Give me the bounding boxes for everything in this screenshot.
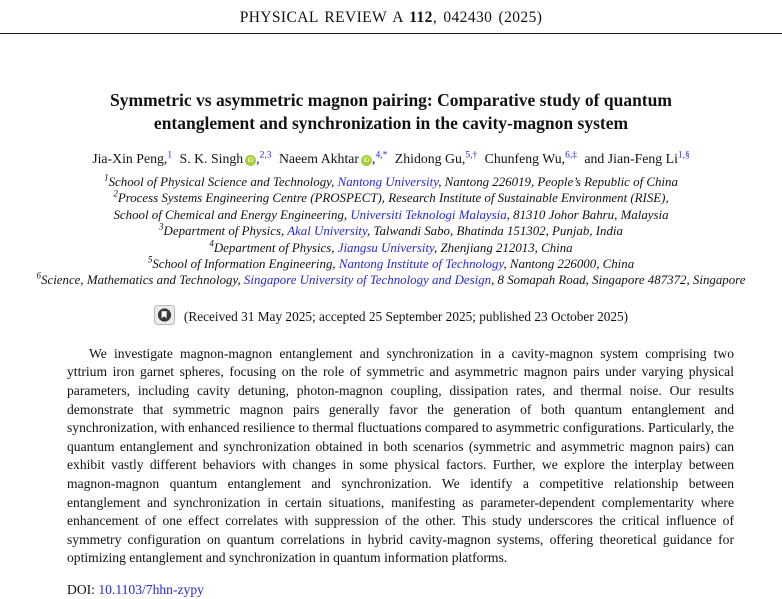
affiliation-number: 4 (209, 238, 214, 249)
affiliation-line (0, 190, 782, 206)
affiliation-text: Department of Physics, (163, 224, 288, 239)
affiliation-number: 6 (36, 271, 42, 282)
affiliation-link[interactable]: Nantong Institute of Technology (338, 257, 504, 272)
author-affiliation-marker[interactable]: 1 (167, 150, 173, 161)
affiliation-text: , 8 Somapah Road, Singapore 487372, Singapore (491, 273, 746, 288)
author (92, 151, 172, 166)
author-name: Chunfeng Wu, (484, 151, 566, 166)
journal-header (0, 0, 782, 27)
author-affiliation-marker[interactable]: 4,* (375, 150, 388, 161)
orcid-icon[interactable]: iD (361, 155, 372, 166)
author-separator: , (372, 151, 376, 166)
affiliation-number: 3 (159, 221, 164, 232)
journal-issue-info: , 042430 (2025) (432, 9, 543, 26)
affiliation-text: Department of Physics, (213, 240, 338, 255)
affiliation-text: , Nantong 226000, China (503, 257, 635, 272)
affiliation-text: , Talwandi Sabo, Bhatinda 151302, Punjab, India (367, 224, 623, 239)
author-separator: , (256, 151, 260, 166)
affiliation-text: Process Systems Engineering Centre (PROSPECT), Research Institute of Sustainable Environment (RISE), (117, 191, 669, 206)
affiliation-text: School of Physical Science and Technology, (108, 175, 338, 189)
author (180, 151, 272, 166)
author-name: Zhidong Gu, (394, 151, 466, 166)
affiliation-link[interactable]: Akal University (287, 224, 368, 239)
journal-name: PHYSICAL REVIEW A (239, 9, 410, 26)
affiliation-link[interactable]: Singapore University of Technology and Design (243, 273, 492, 288)
paper-title: Symmetric vs asymmetric magnon pairing: Comparative study of quantum entanglement and synchronization in the cavity-magnon system (110, 90, 672, 133)
journal-volume: 112 (409, 9, 433, 26)
affiliation-line (0, 174, 782, 190)
affiliation-text: School of Information Engineering, (152, 257, 339, 272)
affiliation-link[interactable]: Universiti Teknologi Malaysia (350, 207, 507, 222)
affiliation-text: , Nantong 226019, People’s Republic of China (438, 175, 678, 189)
crossmark-check-for-updates-icon[interactable] (154, 305, 175, 329)
affiliation-line (0, 256, 782, 272)
author-list (0, 151, 782, 167)
affiliation-line (0, 240, 782, 256)
author (485, 151, 577, 166)
orcid-icon[interactable]: iD (245, 155, 256, 166)
author-affiliation-marker[interactable]: 6,‡ (565, 150, 577, 161)
author (279, 151, 387, 166)
affiliation-text: School of Chemical and Energy Engineering, (113, 207, 351, 222)
author (395, 151, 477, 166)
received-text: (Received 31 May 2025; accepted 25 September 2025; published 23 October 2025) (183, 308, 629, 324)
affiliation-text: Science, Mathematics and Technology, (41, 273, 244, 288)
doi-label: DOI: (67, 581, 99, 597)
affiliation-number: 1 (104, 172, 109, 183)
author (584, 151, 689, 166)
affiliation-line (0, 223, 782, 239)
affiliation-link[interactable]: Jiangsu University (337, 240, 435, 255)
affiliation-number: 5 (147, 254, 153, 265)
affiliation-text: , 81310 Johor Bahru, Malaysia (506, 207, 669, 222)
affiliation-line (0, 272, 782, 288)
author-affiliation-marker[interactable]: 2,3 (259, 150, 272, 161)
author-name: and Jian-Feng Li (584, 151, 678, 166)
author-name: Naeem Akhtar (278, 151, 360, 166)
received-line (0, 305, 782, 329)
affiliation-list (0, 174, 782, 289)
affiliation-line (0, 207, 782, 223)
author-affiliation-marker[interactable]: 1,§ (677, 150, 690, 161)
doi-link[interactable]: 10.1103/7hhn-zypy (98, 581, 204, 597)
author-affiliation-marker[interactable]: 5,† (465, 150, 478, 161)
affiliation-text: , Zhenjiang 212013, China (434, 240, 573, 255)
header-divider (0, 33, 782, 34)
abstract-text: We investigate magnon-magnon entanglement and synchronization in a cavity-magnon system comprising two yttrium iron garnet spheres, focusing on the role of symmetric and asymmetric magnon pairs under varying physical parameters, including cavity detuning, photon-magnon coupling, dissipation rates, and thermal noise. Our results demonstrate that symmetric magnon pairs generally favor the generation of both quantum entanglement and synchronization, with enhanced resilience to thermal fluctuations compared to asymmetric configurations. Particularly, the quantum entanglement and synchronization obtained in both scenarios (symmetric and asymmetric magnon pairs) can exhibit vastly different behaviors with changes in some physical factors. Further, we explore the interplay between magnon-magnon quantum entanglement and synchronization. We identify a competitive relationship between entanglement and synchronization in certain situations, manifesting as parameter-dependent complementarity where enhancement of one effect correlates with suppression of the other. This study underscores the critical influence of symmetry configuration on quantum correlations in hybrid cavity-magnon systems, offering theoretical guidance for optimizing entanglement and synchronization in quantum information platforms. (67, 345, 734, 566)
author-name: Jia-Xin Peng, (92, 151, 168, 166)
doi-line (67, 582, 782, 598)
affiliation-number: 2 (113, 189, 118, 200)
author-name: S. K. Singh (179, 151, 244, 166)
affiliation-link[interactable]: Nantong University (337, 175, 439, 189)
